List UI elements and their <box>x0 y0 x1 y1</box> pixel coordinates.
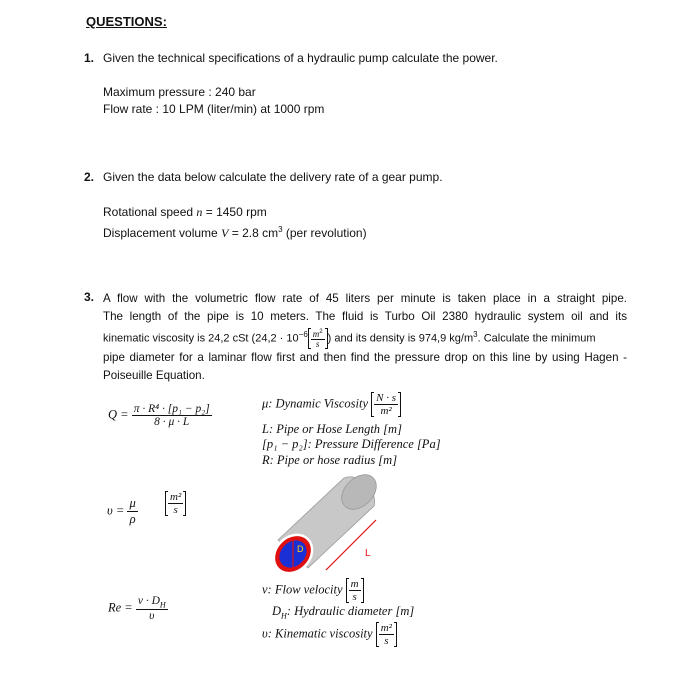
hagen-poiseuille-formula: Q = $\frac{\text{π · R⁴ · [p₁ − p₂]}}{8 \cdot \mu \cdot L}$ <box>108 403 210 428</box>
diameter-label: D <box>297 544 304 554</box>
question-1-text: Given the technical specifications of a hydraulic pump calculate the power. <box>103 51 498 65</box>
q2-rotational-speed: Rotational speed n = 1450 rpm <box>103 205 267 219</box>
page-title: QUESTIONS: <box>86 14 167 29</box>
kinematic-viscosity-unit: $\frac{\text{m²}}{s}$ <box>165 491 186 516</box>
reynolds-formula: Re = $\frac{v \cdot D_H}{\upsilon}$ <box>108 595 166 623</box>
question-3-text: A flow with the volumetric flow rate of 45 liters per minute is taken place in a straight pipe. The length of the pipe is 10 meters. The fluid is Turbo Oil 2380 hydraulic system oil and its kinematic viscosity is 24,2 cSt ($24,2 \cdot 10^{-6}$ $\frac{m^2}{s}$ ) and its density is 974,9 $kg/m^3$. Calculate the minimum pipe diameter for a laminar flow first and then find the pressure drop on this line by using Hagen - Poiseuille Equation. <box>103 292 627 383</box>
kinematic-viscosity-formula: υ = $\frac{\mu}{\rho}$ <box>107 496 136 526</box>
question-2-text: Given the data below calculate the delivery rate of a gear pump. <box>103 170 443 184</box>
question-2-number: 2. <box>84 170 95 184</box>
legend-hydraulic-diameter: $D_H$: Hydraulic diameter [m] <box>272 604 415 621</box>
length-label: L <box>365 548 371 559</box>
legend-flow-velocity: v: Flow velocity $\frac{m}{s}$ <box>262 578 364 603</box>
q1-flow-rate: Flow rate : 10 LPM (liter/min) at 1000 rpm <box>103 102 325 116</box>
legend-pipe-length: L: Pipe or Hose Length [m] <box>262 422 402 436</box>
legend-kinematic-viscosity: υ: Kinematic viscosity $\frac{\text{m²}}{s}$ <box>262 622 397 647</box>
question-1-number: 1. <box>84 51 95 65</box>
pipe-diagram <box>262 470 392 580</box>
legend-dynamic-viscosity: μ: Dynamic Viscosity $\frac{N \cdot s}{\text{m²}}$ <box>262 392 401 417</box>
q1-max-pressure: Maximum pressure : 240 bar <box>103 85 256 99</box>
legend-pressure-difference: [p₁ − p₂]: Pressure Difference [Pa] <box>262 437 441 451</box>
q2-displacement-volume: Displacement volume V = 2.8 $cm^3$ (per revolution) <box>103 225 367 240</box>
legend-pipe-radius: R: Pipe or hose radius [m] <box>262 453 398 467</box>
question-3-number: 3. <box>84 290 95 304</box>
